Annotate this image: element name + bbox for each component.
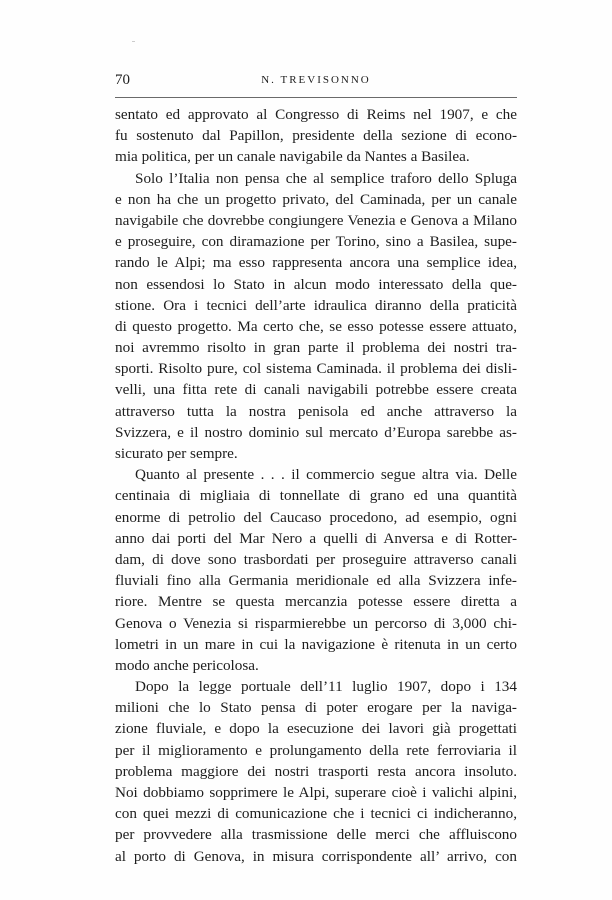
text-line: sicurato per sempre. bbox=[115, 445, 238, 462]
text-line: sentato ed approvato al Congresso di Reims nel 1907, e che bbox=[115, 106, 517, 123]
text-line: lometri in un mare in cui la navigazione è ritenuta in un certo bbox=[115, 635, 517, 653]
page-number: 70 bbox=[115, 72, 130, 88]
page-header bbox=[115, 72, 517, 94]
text-line: centinaia di migliaia di tonnellate di grano ed una quantità bbox=[115, 487, 517, 505]
text-line: riore. Mentre se questa mercanzia potesse essere diretta a bbox=[115, 593, 517, 611]
text-line: Noi dobbiamo sopprimere le Alpi, superare cioè i valichi alpini, bbox=[115, 784, 517, 801]
text-line: Solo l’Italia non pensa che al semplice traforo dello Spluga bbox=[135, 169, 517, 187]
text-line: sporti. Risolto pure, col sistema Caminada. il problema dei disli- bbox=[115, 360, 517, 378]
text-line: con quei mezzi di comunicazione che i tecnici ci indicheranno, bbox=[115, 805, 517, 823]
text-line: attraverso tutta la nostra penisola ed anche attraverso la bbox=[115, 402, 517, 420]
text-line: fluviali fino alla Germania meridionale ed alla Svizzera infe- bbox=[115, 572, 517, 590]
text-line: Genova o Venezia si risparmierebbe un percorso di 3,000 chi- bbox=[115, 614, 517, 632]
text-line: milioni che lo Stato pensa di poter erogare per la naviga- bbox=[115, 699, 517, 717]
text-line: noi avremmo risolto in gran parte il problema dei nostri tra- bbox=[115, 339, 517, 357]
text-line: mia politica, per un canale navigabile da Nantes a Basilea. bbox=[115, 148, 470, 166]
text-line: di questo progetto. Ma certo che, se esso potesse essere attuato, bbox=[115, 317, 517, 335]
header-rule bbox=[115, 97, 517, 98]
text-line: Svizzera, e il nostro dominio sul mercato d’Europa sarebbe as- bbox=[115, 423, 517, 441]
text-line: velli, una fitta rete di canali navigabili potrebbe essere creata bbox=[115, 381, 517, 399]
text-line: al porto di Genova, in misura corrispondente all’ arrivo, con bbox=[115, 847, 517, 865]
text-line: rando le Alpi; ma esso rappresenta ancora una semplice idea, bbox=[115, 254, 517, 272]
text-line: dam, di dove sono trasbordati per proseguire attraverso canali bbox=[115, 550, 517, 568]
text-line: Dopo la legge portuale dell’11 luglio 1907, dopo i 134 bbox=[135, 678, 517, 696]
text-line: problema maggiore dei nostri trasporti resta ancora insoluto. bbox=[115, 762, 517, 780]
text-line: per provvedere alla trasmissione delle merci che affluiscono bbox=[115, 826, 517, 844]
text-line: per il miglioramento e prolungamento della rete ferroviaria il bbox=[115, 741, 517, 759]
text-line: navigabile che dovrebbe congiungere Venezia e Genova a Milano bbox=[115, 211, 517, 229]
text-line: zione fluviale, e dopo la esecuzione dei lavori già progettati bbox=[115, 720, 517, 738]
text-line: anno dai porti del Mar Nero a quelli di Anversa e di Rotter- bbox=[115, 529, 517, 547]
text-line: Quanto al presente . . . il commercio segue altra via. Delle bbox=[135, 466, 517, 484]
scan-speck bbox=[132, 41, 135, 42]
text-line: non essendosi lo Stato in alcun modo interessato della que- bbox=[115, 275, 517, 293]
body-text bbox=[115, 104, 517, 867]
text-line: enorme di petrolio del Caucaso procedono, ad esempio, ogni bbox=[115, 508, 517, 526]
text-line: e proseguire, con diramazione per Torino, sino a Basilea, supe- bbox=[115, 233, 517, 251]
text-line: fu sostenuto dal Papillon, presidente della sezione di econo- bbox=[115, 127, 517, 145]
text-line: e non ha che un progetto privato, del Caminada, per un canale bbox=[115, 190, 517, 208]
running-head: N. TREVISONNO bbox=[261, 74, 371, 86]
text-line: modo anche pericolosa. bbox=[115, 656, 259, 674]
text-line: stione. Ora i tecnici dell’arte idraulica diranno della praticità bbox=[115, 296, 517, 314]
